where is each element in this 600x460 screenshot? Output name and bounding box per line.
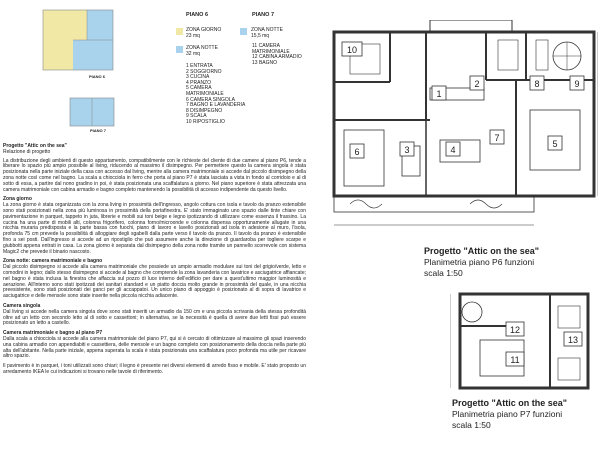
room-number-8: 8 bbox=[534, 79, 540, 89]
thumbnail-p6-drawing bbox=[3, 2, 121, 82]
room-list-item: 7 BAGNO E LAVANDERIA bbox=[186, 102, 246, 109]
room-list-item: 6 CAMERA SINGOLA bbox=[186, 96, 235, 103]
caption-p7-title: Progetto "Attic on the sea" bbox=[452, 398, 568, 408]
room-number-11: 11 bbox=[510, 355, 520, 365]
room-list-item: 11 CAMERA bbox=[252, 43, 280, 49]
floor-thumbnail-p7 bbox=[60, 92, 124, 136]
room-number-7: 7 bbox=[494, 133, 500, 143]
room-list-p6 bbox=[186, 64, 245, 126]
zona-giorno-swatch bbox=[176, 28, 183, 35]
caption-p6-line2: scala 1:50 bbox=[424, 267, 463, 278]
zona-giorno-area: 23 mq bbox=[186, 33, 200, 39]
floor-plan-p6-drawing bbox=[320, 20, 598, 240]
room-list-item: 10 RIPOSTIGLIO bbox=[186, 118, 225, 125]
room-number-1: 1 bbox=[436, 89, 442, 99]
room-list-item: 8 DISIMPEGNO bbox=[186, 107, 223, 114]
legend-p7-title: PIANO 7 bbox=[252, 12, 275, 18]
paragraph-camera-singola: Dal living si accede nella camera singola dove sono stati inseriti un armadio da 150 cm e una piccola scrivania della stessa profondità oltre ad un letto con secondo letto al di sotto e cassettoni; in alternativa, se la necessità è quella di avere due letti fissi può essere posizionato un letto a castello. bbox=[3, 308, 306, 327]
room-number-6: 6 bbox=[354, 147, 360, 157]
room-list-item: 1 ENTRATA bbox=[186, 63, 213, 69]
legend-p6-title: PIANO 6 bbox=[186, 12, 209, 18]
room-list-item: 3 CUCINA bbox=[186, 74, 210, 81]
room-list-item: 5 CAMERA bbox=[186, 85, 212, 92]
room-list-item: MATRIMONIALE bbox=[252, 48, 290, 55]
floor-thumbnail-p6 bbox=[3, 2, 121, 82]
caption-p7-line2: scala 1:50 bbox=[452, 419, 491, 430]
report-intro: La distribuzione degli ambienti di questo appartamento, compatibilmente con le richieste del cliente di due camere al piano P6, tende a liberare lo spazio più ampio possibile al living, riducendo al massimo il disimpegno. Per permettere questo la camera singola è stata posizionata nella parte iniziale della casa con accesso dal living, mentre alla camera matrimoniale si accede dal piccolo disimpegno della zona notte così come nel bagno. La scala a chiocciola in ferro che porta al piano P7 è stata lasciata a vista in fondo al corridoio e al di sotto di essa, a partire dal nono gradino in poi, è stata posizionata una scaffalatura a giorno. Nel piano superiore è stata attrezzata una camera matrimoniale con cabina armadio e bagno completo mantenendo la possibilità di accesso indipendente da questo livello. bbox=[3, 157, 306, 193]
thumbnail-p7-label: PIANO 7 bbox=[90, 128, 107, 133]
caption-p7-line1: Planimetria piano P7 funzioni bbox=[452, 409, 563, 419]
room-list-item: MATRIMONIALE bbox=[186, 90, 224, 97]
report-subtitle: Relazione di progetto bbox=[3, 148, 51, 155]
legend-zona-giorno bbox=[186, 27, 221, 39]
project-report bbox=[3, 144, 306, 380]
heading-zona-giorno: Zona giorno bbox=[3, 196, 32, 203]
room-list-item: 2 SOGGIORNO bbox=[186, 68, 222, 75]
paragraph-final: Il pavimento è in parquet, i toni utilizzati sono chiari; il legno è presente nei diversi elementi di arredo fisso e mobile. E' stato proposto un arredamento IKEA le cui indicazioni si trovano nelle tavole di riferimento. bbox=[3, 363, 306, 375]
zona-giorno-label: ZONA GIORNO bbox=[186, 27, 222, 33]
thumbnail-p6-label: PIANO 6 bbox=[89, 74, 106, 79]
room-number-13: 13 bbox=[567, 335, 579, 345]
room-number-3: 3 bbox=[404, 145, 410, 155]
zona-notte-p7-label: ZONA NOTTE bbox=[251, 27, 283, 33]
zona-notte-p6-area: 32 mq bbox=[186, 51, 200, 57]
legend-zona-notte-p7 bbox=[251, 27, 283, 39]
room-list-item: 4 PRANZO bbox=[186, 79, 212, 86]
zona-notte-p7-swatch bbox=[240, 28, 247, 35]
room-number-4: 4 bbox=[450, 145, 456, 155]
report-title: Progetto "Attic on the sea" bbox=[3, 143, 67, 149]
room-number-2: 2 bbox=[474, 79, 480, 89]
caption-p6-line1: Planimetria piano P6 funzioni bbox=[424, 257, 535, 267]
room-number-12: 12 bbox=[509, 325, 521, 335]
heading-piano-p7: Camera matrimoniale e bagno al piano P7 bbox=[3, 330, 103, 337]
paragraph-zona-notte: Dal piccolo disimpegno si accede alla camera matrimoniale che possiede un ampio armadio modulare sui toni del grigio/verde, letto e comodini in legno; dallo stesso disimpegno si accede al bagno che comprende la zona lavanderia con lavatrice e asciugatrice affiancate; nel bagno è stata inclusa la finestra che affaccia sul pozzo di luce interno dell'edificio per dare a quest'ultimo maggior luminosità e aerazione. All'interno sono stati ipotizzati dei sanitari standard e un piatto doccia molto grande in prossimità del quale, in una nicchia preesistente, sono stati posizionati dei ganci per gli accappatoi. Un unico piano di appoggio è posizionato al di sopra di lavatrice e asciugatrice e delle mensole sono state inserite nella piccola nicchia adiacente. bbox=[3, 264, 306, 300]
room-number-10: 10 bbox=[346, 45, 358, 55]
room-number-9: 9 bbox=[574, 79, 580, 89]
caption-p6 bbox=[424, 246, 596, 278]
zona-notte-p6-swatch bbox=[176, 46, 183, 53]
legend-zona-notte-p6 bbox=[186, 45, 218, 57]
room-number-5: 5 bbox=[552, 139, 558, 149]
heading-camera-singola: Camera singola bbox=[3, 302, 41, 309]
room-list-p7 bbox=[252, 44, 302, 66]
paragraph-piano-p7: Dalla scala a chiocciola si accede alla camera matrimoniale del piano P7, qui si è cercato di ottimizzare al massimo gli spazi inserendo una cabina armadio con appendiabiti e cassettiera, delle mensole e un bagno completo con posizionamento della doccia nella parte più alta dell'abitante. Nella parte iniziale, appena superata la scala è stata posizionata una scaffalatura poco profonda ma utile per ricavare altro spazio. bbox=[3, 335, 306, 360]
heading-zona-notte: Zona notte: camera matrimoniale e bagno bbox=[3, 258, 103, 265]
floor-plan-p7 bbox=[450, 286, 598, 396]
room-list-item: 12 CABINA ARMADIO bbox=[252, 54, 302, 61]
zona-notte-p6-label: ZONA NOTTE bbox=[186, 45, 218, 51]
paragraph-zona-giorno: La zona giorno è stata organizzata con la zona living in prossimità dell'ingresso, angolo cottura con isola e tavolo da pranzo estensibile sono stati posizionati nella zona più luminosa in prossimità della portafinestra. E' stato immaginato uno spazio dalle tinte chiare con pavimentazione in parquet, tappeto in juta, librerie e mobili sui toni beige e legno ipotizzando di utilizzare come essenza il frassino. La cucina ha una parte di mobili alti, colonna frigorifero, colonna forno/microonde e colonna dispensa opportunamente allugate in una nicchia muraria predisposta e la parte bassa con fuochi, piano di lavoro e lavello posizionati ad isola in adesione al muro, l'isola, profonda 75 cm prevede la possibilità di alloggiare degli sgabelli dalla parte verso il tavolo da pranzo. Il tavolo da pranzo è estensibile fino a sei posti. Dall'ingresso si accede ad un ripostiglio che può assumere anche la direzione di guardaroba per togliere scarpe e giubbotti appena entrati in casa. La zona giorno è separata dal disimpegno della zona notte tramite un pannello scorrevole con sistema Magic2 che prevede il binario nascosto. bbox=[3, 202, 306, 255]
floor-plan-p7-drawing bbox=[450, 286, 598, 396]
room-list-item: 9 SCALA bbox=[186, 113, 207, 120]
floor-plan-p6 bbox=[320, 20, 598, 240]
caption-p6-title: Progetto "Attic on the sea" bbox=[424, 246, 540, 256]
zona-notte-p7-area: 15,5 mq bbox=[251, 33, 270, 39]
room-list-item: 13 BAGNO bbox=[252, 59, 278, 66]
caption-p7 bbox=[452, 398, 598, 430]
